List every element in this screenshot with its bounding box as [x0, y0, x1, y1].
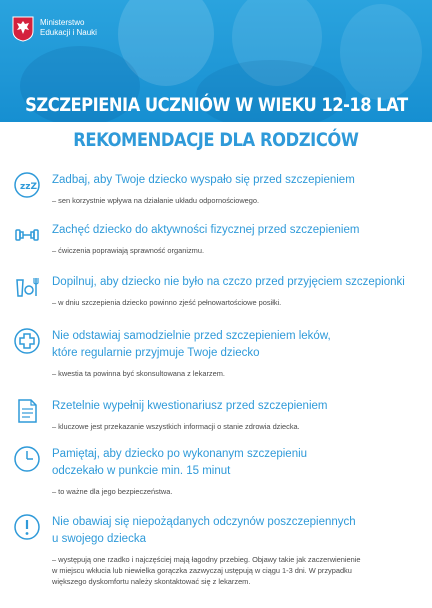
item-heading: [52, 398, 424, 415]
item-note-line: – kwestia ta powinna być skonsultowana z lekarzem.: [52, 369, 225, 378]
item-note: [52, 195, 424, 206]
item-heading-line: Pamiętaj, aby dziecko po wykonanym szczepieniu: [52, 448, 308, 460]
subtitle-bar: [0, 124, 432, 156]
recommendation-item: [14, 274, 424, 308]
ministry-name-line: Edukacji i Nauki: [40, 28, 97, 37]
recommendation-item: [14, 446, 424, 497]
exclamation-icon: [14, 514, 40, 540]
item-note: [52, 554, 424, 587]
item-note-line: – sen korzystnie wpływa na działanie układu odpornościowego.: [52, 196, 260, 205]
item-note-line: w miejscu wkłucia lub niewielka gorączka zazwyczaj ustępują w ciągu 1-3 dni. W przypadku: [52, 566, 352, 575]
photo-child-figure: [340, 4, 422, 100]
page-subtitle: REKOMENDACJE DLA RODZICÓW: [73, 129, 359, 151]
medical-cross-icon: [14, 328, 40, 354]
item-note-line: – występują one rzadko i najczęściej mają łagodny przebieg. Objawy takie jak zaczerwienienie: [52, 555, 361, 564]
ministry-name: [40, 18, 97, 38]
meal-icon: [14, 274, 40, 300]
item-note-line: – kluczowe jest przekazanie wszystkich informacji o stanie zdrowia dziecka.: [52, 422, 300, 431]
item-note: [52, 368, 424, 379]
svg-text:zzZ: zzZ: [20, 182, 38, 192]
recommendation-item: [14, 328, 424, 379]
item-heading-line: Dopilnuj, aby dziecko nie było na czczo przed przyjęciem szczepionki: [52, 276, 405, 288]
item-note-line: – w dniu szczepienia dziecko powinno zjeść pełnowartościowe posiłki.: [52, 298, 282, 307]
item-heading: [52, 172, 424, 189]
item-heading-line: Zadbaj, aby Twoje dziecko wyspało się przed szczepieniem: [52, 174, 355, 186]
item-heading-line: u swojego dziecka: [52, 533, 146, 545]
recommendation-item: [14, 514, 424, 587]
item-heading-line: Rzetelnie wypełnij kwestionariusz przed szczepieniem: [52, 400, 328, 412]
dumbbell-icon: [14, 222, 40, 248]
item-heading: [52, 514, 424, 548]
recommendation-item: [14, 222, 424, 256]
item-note: [52, 486, 424, 497]
item-note: [52, 297, 424, 308]
item-heading: [52, 446, 424, 480]
clock-icon: [14, 446, 40, 472]
item-heading-line: które regularnie przyjmuje Twoje dziecko: [52, 347, 260, 359]
item-note: [52, 245, 424, 256]
item-heading: [52, 222, 424, 239]
item-note-line: większego dyskomfortu należy skontaktować się z lekarzem.: [52, 577, 251, 586]
title-banner: [0, 88, 432, 122]
hero-banner: [0, 0, 432, 122]
polish-eagle-emblem-icon: [12, 16, 34, 42]
item-heading-line: odczekało w punkcie min. 15 minut: [52, 465, 231, 477]
item-note: [52, 421, 424, 432]
recommendation-item: [14, 398, 424, 432]
item-note-line: – to ważne dla jego bezpieczeństwa.: [52, 487, 173, 496]
item-heading-line: Nie obawiaj się niepożądanych odczynów poszczepiennych: [52, 516, 356, 528]
sleep-icon: [14, 172, 40, 198]
item-heading-line: Zachęć dziecko do aktywności fizycznej przed szczepieniem: [52, 224, 360, 236]
page-title: SZCZEPIENIA UCZNIÓW W WIEKU 12-18 LAT: [24, 94, 408, 116]
item-heading: [52, 274, 424, 291]
recommendation-item: [14, 172, 424, 206]
item-note-line: – ćwiczenia poprawiają sprawność organizmu.: [52, 246, 204, 255]
item-heading: [52, 328, 424, 362]
item-heading-line: Nie odstawiaj samodzielnie przed szczepieniem leków,: [52, 330, 331, 342]
ministry-logo: [12, 16, 97, 42]
ministry-name-line: Ministerstwo: [40, 18, 85, 27]
document-icon: [14, 398, 40, 424]
